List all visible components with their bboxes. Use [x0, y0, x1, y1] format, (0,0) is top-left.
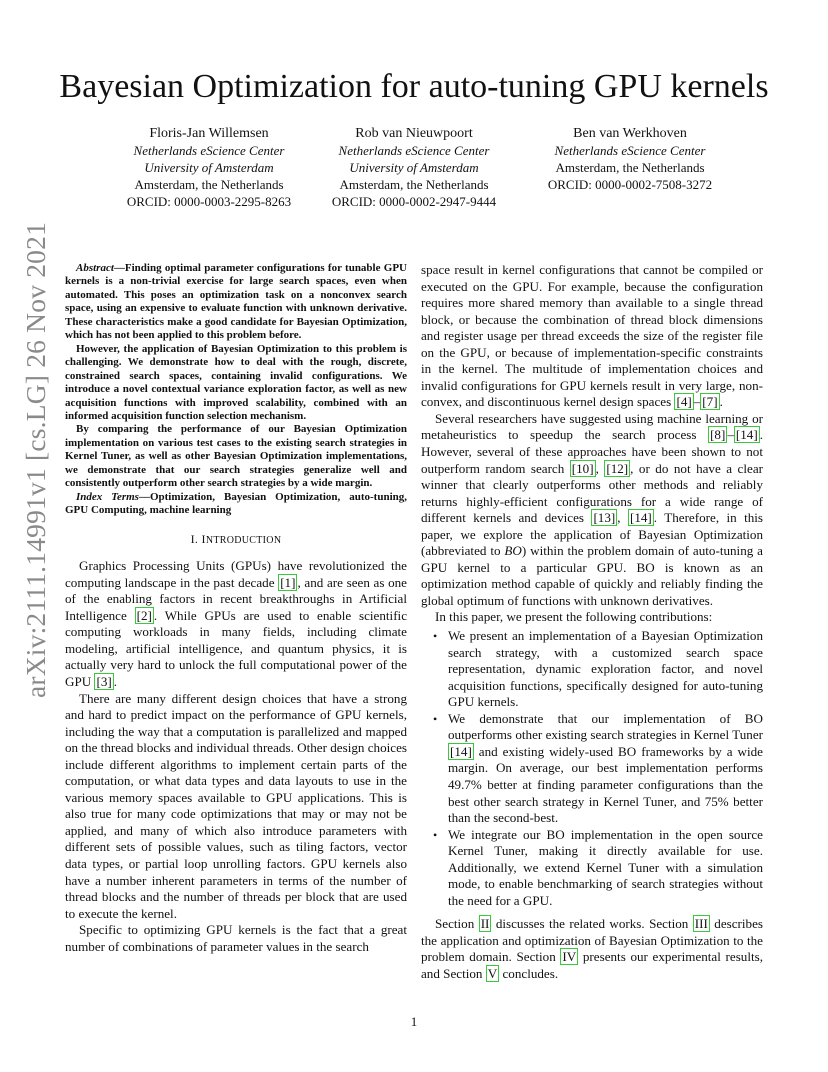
author-2 — [294, 125, 534, 210]
text-run: . While GPUs are used to enable scientific computing workloads in many fields, including climate modeling, artificial intelligence, and quantum physics, it is actually very hard to unlock the full computational power of the GPU — [65, 607, 408, 689]
author-name: Ben van Werkhoven — [573, 126, 687, 141]
index-terms — [65, 491, 407, 518]
list-item — [433, 710, 763, 827]
text-run: Section — [435, 916, 479, 932]
citation-link[interactable]: [14] — [735, 427, 758, 443]
author-orcid: ORCID: 0000-0002-2947-9444 — [331, 194, 497, 209]
index-terms-text: —Optimization, Bayesian Optimization, auto-tuning, GPU Computing, machine learning — [65, 490, 407, 517]
author-1 — [89, 125, 329, 210]
author-block — [0, 125, 828, 215]
paper-title: Bayesian Optimization for auto-tuning GPU kernels — [59, 68, 769, 105]
citation-link[interactable]: [10] — [571, 460, 594, 476]
text-run: and existing widely-used BO frameworks by a wide margin. On average, our best implementation performs 49.7% better at finding parameter configurations than the best other search strategy in Kernel Tuner, and 75% better than the second-best. — [448, 743, 763, 826]
text-run: . — [113, 673, 118, 689]
left-column — [65, 262, 407, 955]
section-link[interactable]: V — [487, 965, 498, 981]
citation-link[interactable]: [14] — [629, 510, 652, 526]
text-run: space result in kernel configurations that cannot be compiled or executed on the GPU. For example, because the configuration requires more shared memory than available to a single thread block, or because the combination of thread block dimensions and register usage per thread exceeds the size of the register file on the GPU, or because of implementation-specific constraints in the kernel. The multitude of implementation choices and invalid configurations for GPU kernels result in very large, non-convex, and discontinuous kernel design spaces — [421, 262, 763, 410]
author-location: Amsterdam, the Netherlands — [339, 177, 489, 192]
right-column — [421, 262, 763, 983]
citation-link[interactable]: [8] — [710, 427, 726, 443]
author-orcid: ORCID: 0000-0003-2295-8263 — [126, 194, 292, 209]
abstract-text: —Finding optimal parameter configurations for tunable GPU kernels is a non-trivial exercise for large search spaces, even when automated. This poses an optimization task on a nonconvex search space, using an expensive to evaluate function with unknown derivative. These characteristics make a good candidate for Bayesian Optimization, which has not been applied to this problem before. — [65, 262, 407, 342]
citation-link[interactable]: [12] — [606, 460, 629, 476]
author-orcid: ORCID: 0000-0002-7508-3272 — [547, 177, 713, 192]
text-run: – — [693, 394, 701, 410]
author-3 — [510, 125, 750, 193]
intro-paragraph-1 — [65, 558, 407, 690]
citation-link[interactable]: [3] — [96, 673, 112, 689]
bullet-icon: • — [433, 711, 438, 726]
text-run: , and are seen as one of the enabling factors in recent breakthroughs in Artificial Intelligence — [65, 574, 407, 623]
author-affiliation: Netherlands eScience Center — [554, 143, 706, 158]
text-run: We present an implementation of a Bayesian Optimization search strategy, with a customized search space representation, dynamic exploration factor, and novel acquisition functions, specifically designed for auto-tuning GPU kernels. — [448, 628, 763, 710]
text-run: , or do not have a clear winner that clearly outperforms other methods and reliably returns highly-efficient configurations for a wide range of different kernels and devices — [421, 460, 763, 526]
bullet-icon: • — [433, 827, 438, 842]
section-heading-introduction: I. INTRODUCTION — [190, 531, 282, 546]
author-university: University of Amsterdam — [144, 160, 274, 175]
intro-paragraph-6 — [421, 916, 763, 982]
text-run: . Therefore, in this paper, we explore the application of Bayesian Optimization (abbreviated to — [421, 510, 764, 559]
list-item — [433, 628, 763, 711]
text-run: . — [719, 394, 723, 410]
author-name: Floris-Jan Willemsen — [149, 126, 269, 141]
text-run: Several researchers have suggested using machine learning or metaheuristics to speedup the search process — [421, 410, 763, 443]
author-location: Amsterdam, the Netherlands — [134, 177, 284, 192]
list-item — [433, 826, 763, 910]
abstract-paragraph-3: By comparing the performance of our Bayesian Optimization implementation on various test cases to the existing search strategies in Kernel Tuner, as well as other Bayesian Optimization implementations, we demonstrate that our search strategies generalize well and consistently outperform other search strategies by a wide margin. — [65, 423, 407, 490]
text-run: . However, several of these approaches have been shown to not outperform random search — [421, 427, 763, 476]
intro-paragraph-5: In this paper, we present the following contributions: — [435, 609, 713, 625]
index-terms-label: Index Terms — [76, 490, 139, 503]
text-run: We integrate our BO implementation in the open source Kernel Tuner, making it directly available for use. Additionally, we extend Kernel Tuner with a simulation mode, to enable benchmarking of search strategies without the need for a GPU. — [448, 826, 763, 908]
section-link[interactable]: III — [694, 916, 708, 932]
text-run: discusses the related works. Section — [491, 916, 693, 932]
text-run: concludes. — [499, 965, 559, 981]
text-run: describes the application and optimization of Bayesian Optimization to the problem domain. Section — [421, 916, 763, 965]
text-run: We demonstrate that our implementation of BO outperforms other existing search strategies in Kernel Tuner — [448, 710, 763, 743]
citation-link[interactable]: [13] — [593, 510, 616, 526]
text-run: ) within the problem domain of auto-tuning a GPU kernel to a particular GPU. BO is known as an optimization method capable of quickly and reliably finding the global optimum of functions with unknown derivatives. — [421, 543, 763, 608]
text-run: , — [617, 510, 628, 526]
bullet-icon: • — [433, 629, 438, 644]
intro-paragraph-3: Specific to optimizing GPU kernels is the fact that a great number of combinations of parameter values in the search — [65, 922, 407, 954]
section-link[interactable]: IV — [562, 949, 577, 965]
text-run: BO — [504, 543, 522, 559]
contribution-list — [421, 628, 763, 909]
arxiv-stamp-text: arXiv:2111.14991v1 [cs.LG] 26 Nov 2021 — [20, 221, 51, 699]
text-run: presents our experimental results, and Section — [421, 949, 763, 981]
text-run: , — [595, 460, 605, 476]
intro-paragraph-2: There are many different design choices that have a strong and hard to predict impact on the performance of GPU kernels, including the way that a computation is parallelized and mapped on the thread blocks and individual threads. Other design choices include different algorithms to implement certain parts of the computation, or what data types and data layouts to use in the various memory spaces available to GPU applications. This is also true for many code optimizations that may or may not be applied, and many of which also introduce parameters with different sets of possible values, such as tiling factors, vector data types, or partial loop unrolling factors. GPU kernels also have a number inherent parameters in terms of the number of thread blocks and the number of threads per block that are used to execute the kernel. — [65, 690, 407, 921]
section-link[interactable]: II — [480, 916, 490, 932]
abstract-label: Abstract — [76, 262, 114, 274]
citation-link[interactable]: [1] — [280, 574, 296, 590]
intro-paragraph-3-continued — [421, 262, 763, 411]
intro-paragraph-4 — [421, 411, 763, 610]
author-location: Amsterdam, the Netherlands — [555, 160, 705, 175]
author-name: Rob van Nieuwpoort — [355, 126, 473, 141]
citation-link[interactable]: [7] — [702, 394, 718, 410]
abstract-paragraph-1 — [65, 262, 407, 343]
citation-link[interactable]: [4] — [676, 394, 692, 410]
author-university: University of Amsterdam — [349, 160, 479, 175]
author-affiliation: Netherlands eScience Center — [338, 143, 490, 158]
abstract-paragraph-2: However, the application of Bayesian Optimization to this problem is challenging. We demonstrate how to deal with the rough, discrete, constrained search spaces, containing invalid configurations. We introduce a novel contextual variance exploration factor, as well as new acquisition functions with improved scalability, combined with an informed acquisition function selection mechanism. — [65, 342, 407, 422]
citation-link[interactable]: [2] — [136, 607, 152, 623]
citation-link[interactable]: [14] — [450, 743, 472, 759]
text-run: – — [727, 427, 734, 443]
text-run: Graphics Processing Units (GPUs) have revolutionized the computing landscape in the past decade — [65, 558, 407, 590]
page-number: 1 — [410, 1014, 418, 1029]
author-affiliation: Netherlands eScience Center — [133, 143, 285, 158]
